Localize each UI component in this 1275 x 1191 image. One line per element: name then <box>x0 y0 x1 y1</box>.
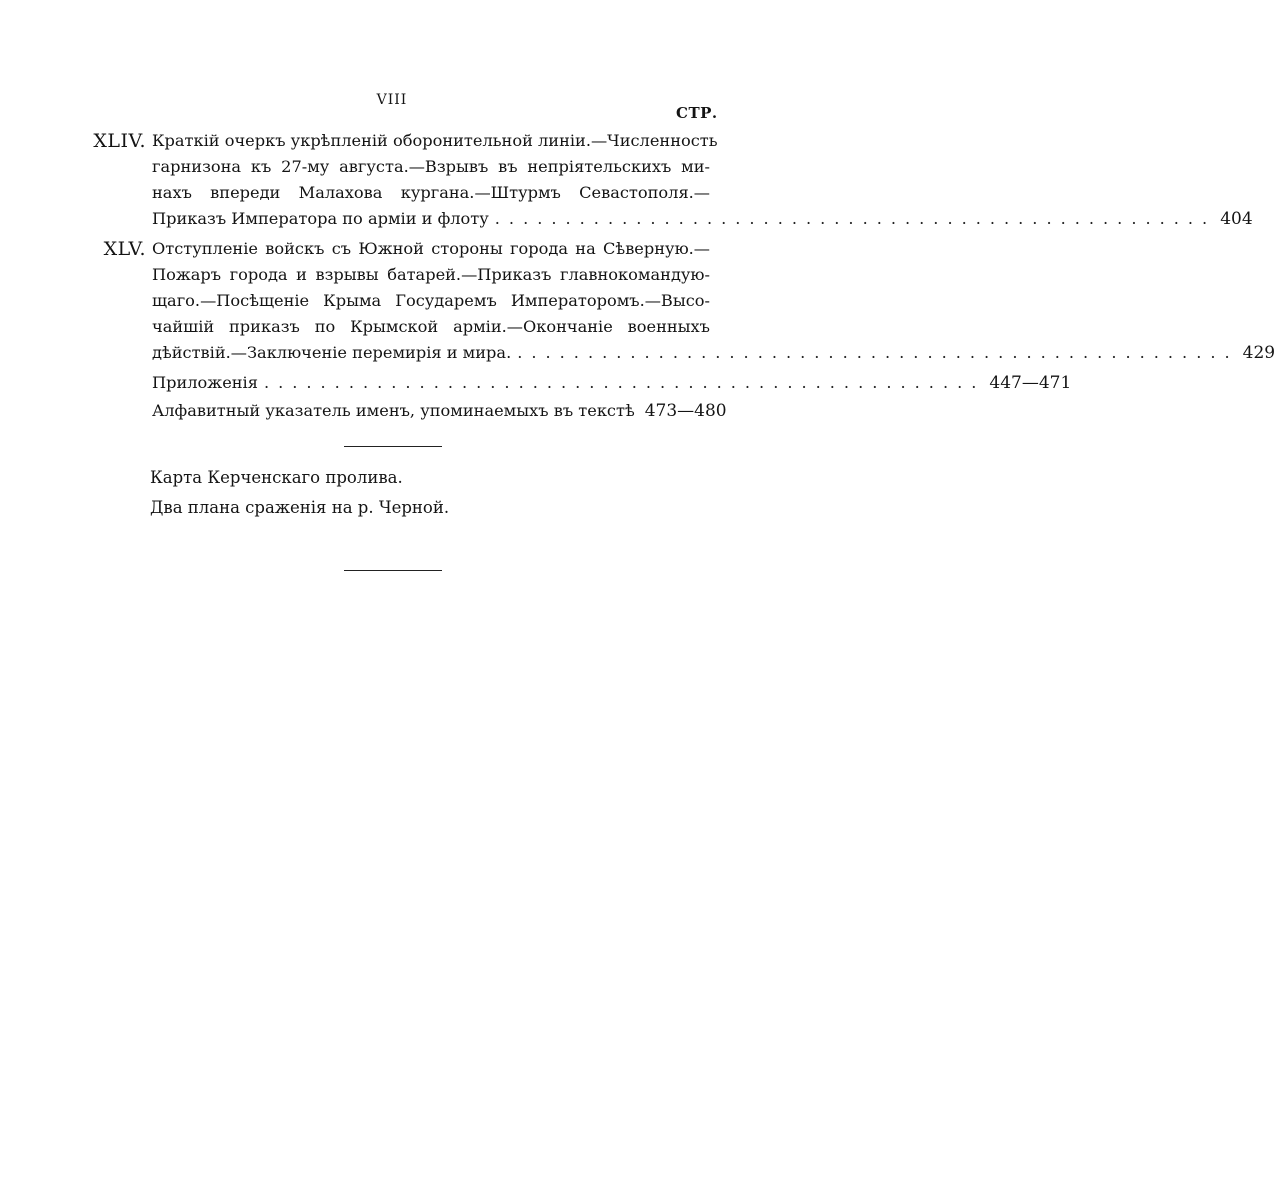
appendices-label: Приложенія <box>152 373 258 392</box>
section-divider <box>344 446 442 447</box>
leader-dots: ................................................... <box>263 373 986 392</box>
page-ref: 429 <box>1242 343 1275 363</box>
entry-last-line <box>152 340 1275 366</box>
page-ref: 404 <box>1220 209 1253 229</box>
page-column-label: СТР. <box>676 104 718 122</box>
page-ref: 447—471 <box>989 373 1072 393</box>
entry-text-line: гарнизона къ 27-му августа.—Взрывъ въ непріятельскихъ ми- <box>152 157 710 176</box>
map-item: Карта Керченскаго пролива. <box>150 468 403 487</box>
entry-text-line: дѣйствій.—Заключеніе перемирія и мира. <box>152 343 512 362</box>
map-item: Два плана сраженія на р. Черной. <box>150 498 450 517</box>
index-label: Алфавитный указатель именъ, упоминаемыхъ въ текстѣ <box>152 401 635 420</box>
leader-dots: ................................................... <box>517 343 1239 362</box>
entry-text-line: Приказъ Императора по арміи и флоту <box>152 209 489 228</box>
entry-text-line: Краткій очеркъ укрѣпленій оборонительной линіи.—Численность <box>152 131 718 150</box>
entry-text-line: щаго.—Посѣщеніе Крыма Государемъ Императоромъ.—Высо- <box>152 291 710 310</box>
chapter-number: XLV. <box>103 238 146 260</box>
chapter-number: XLIV. <box>93 130 146 152</box>
page-number: VIII <box>376 92 408 108</box>
toc-index <box>152 398 727 424</box>
end-divider <box>344 570 442 571</box>
toc-appendices <box>152 370 1072 396</box>
leader-dots: ................................................... <box>494 209 1217 228</box>
page-ref: 473—480 <box>644 401 727 421</box>
entry-last-line <box>152 206 1253 232</box>
entry-text-line: Отступленіе войскъ съ Южной стороны города на Сѣверную.— <box>152 239 710 258</box>
entry-text-line: Пожаръ города и взрывы батарей.—Приказъ главнокомандую- <box>152 265 710 284</box>
entry-text-line: нахъ впереди Малахова кургана.—Штурмъ Севастополя.— <box>152 183 710 202</box>
entry-text-line: чайшій приказъ по Крымской арміи.—Окончаніе военныхъ <box>152 317 710 336</box>
